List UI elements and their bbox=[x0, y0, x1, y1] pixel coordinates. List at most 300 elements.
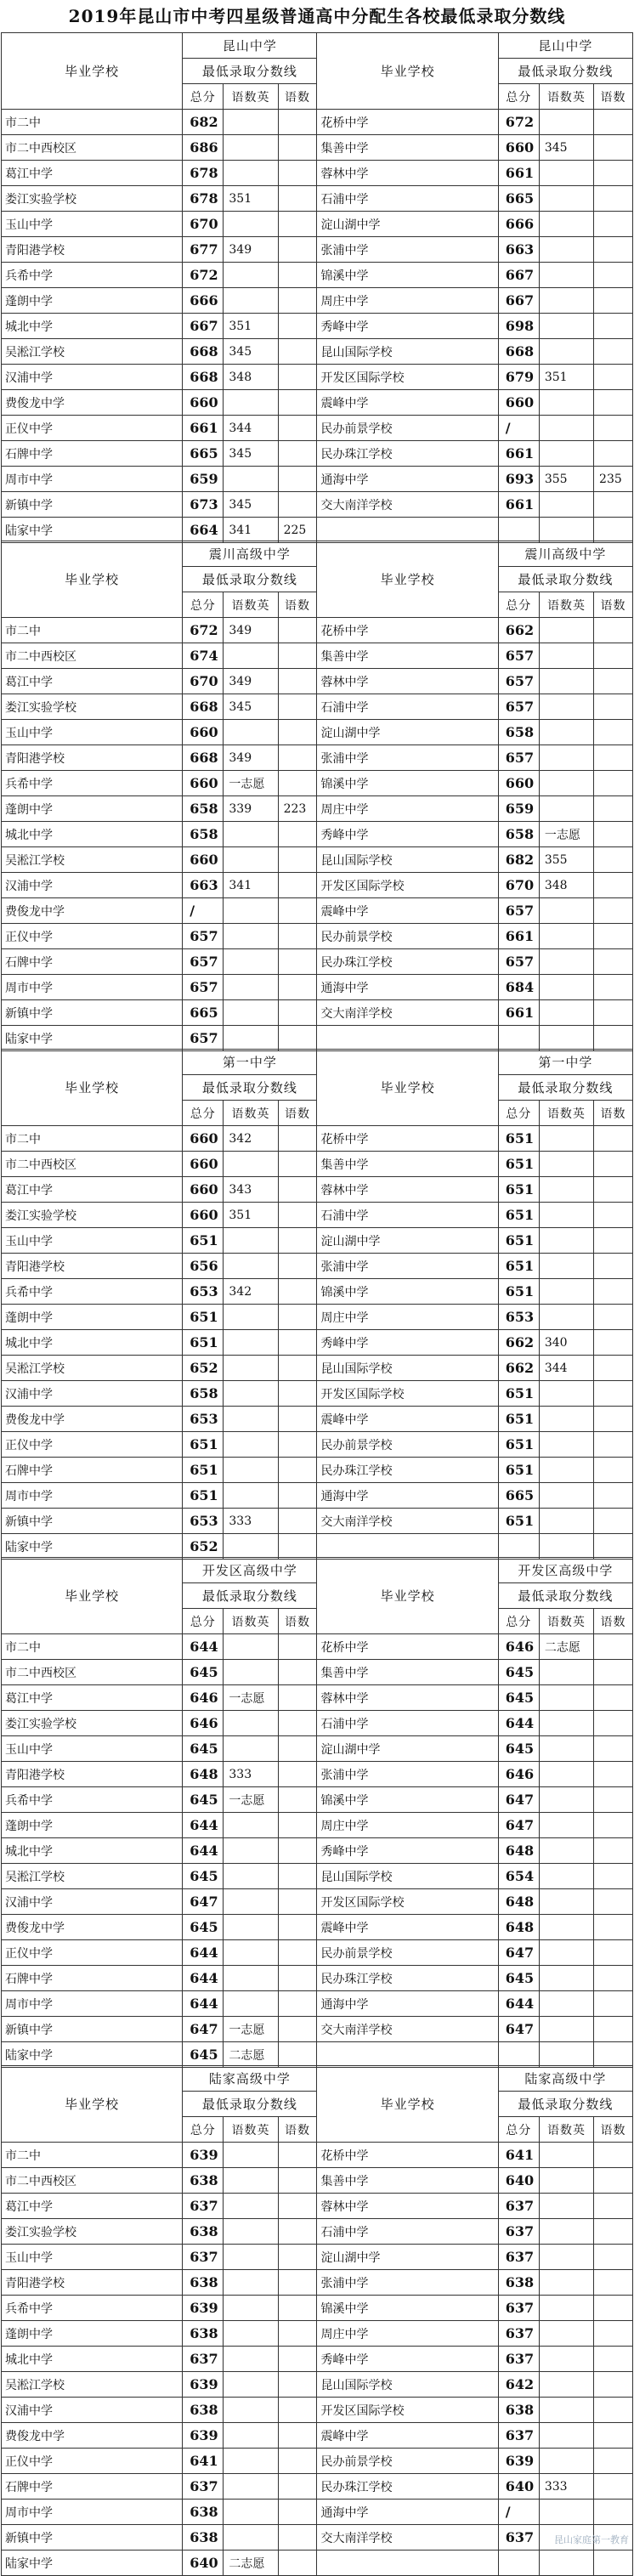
school-col-header: 毕业学校 bbox=[317, 541, 498, 618]
lang-score bbox=[278, 1432, 317, 1458]
lang-score bbox=[594, 2347, 633, 2372]
lang-score bbox=[278, 1813, 317, 1838]
lang-en-score bbox=[539, 1787, 593, 1813]
graduating-school: 集善中学 bbox=[317, 1152, 498, 1177]
header-row bbox=[2, 1050, 633, 1075]
lang-score bbox=[594, 1279, 633, 1305]
lang-en-score bbox=[224, 847, 278, 873]
lang-en-score bbox=[539, 1000, 593, 1026]
lang-en-score bbox=[539, 745, 593, 771]
lang-score bbox=[278, 1762, 317, 1787]
lang-score bbox=[278, 2270, 317, 2296]
table-row bbox=[2, 847, 633, 873]
lang-en-score bbox=[224, 1889, 278, 1915]
graduating-school: 市二中西校区 bbox=[2, 1152, 183, 1177]
lang-en-score bbox=[539, 1940, 593, 1966]
lang-en-score bbox=[539, 1509, 593, 1534]
lang-en-score bbox=[224, 1711, 278, 1736]
total-score: 661 bbox=[498, 492, 539, 518]
total-score: 638 bbox=[183, 2500, 224, 2525]
school-col-header: 毕业学校 bbox=[2, 541, 183, 618]
lang-score bbox=[594, 237, 633, 263]
total-score: 647 bbox=[183, 2017, 224, 2042]
lang-en-score bbox=[539, 1126, 593, 1152]
table-row bbox=[2, 2017, 633, 2042]
graduating-school: 花桥中学 bbox=[317, 1634, 498, 1660]
lang-score bbox=[278, 2168, 317, 2194]
lang-en-score bbox=[539, 390, 593, 416]
total-score: 657 bbox=[498, 643, 539, 669]
total-score: 651 bbox=[183, 1483, 224, 1509]
lang-en-score bbox=[539, 1381, 593, 1407]
total-score: 659 bbox=[498, 796, 539, 822]
lang-en-score bbox=[539, 2398, 593, 2423]
lang-score bbox=[594, 1915, 633, 1940]
total-score: 652 bbox=[183, 1534, 224, 1560]
graduating-school: 蓬朗中学 bbox=[2, 1813, 183, 1838]
lang-score bbox=[278, 1483, 317, 1509]
total-score: 658 bbox=[183, 1381, 224, 1407]
lang-en-score: 二志愿 bbox=[224, 2551, 278, 2576]
lang-score bbox=[278, 2042, 317, 2068]
graduating-school: 通海中学 bbox=[317, 2500, 498, 2525]
lang-en-score: 345 bbox=[539, 135, 593, 161]
total-score: 644 bbox=[498, 1711, 539, 1736]
lang-en-score bbox=[539, 2219, 593, 2245]
lang-score bbox=[594, 2296, 633, 2321]
total-score: 645 bbox=[183, 1787, 224, 1813]
graduating-school: 兵希中学 bbox=[2, 771, 183, 796]
table-row bbox=[2, 745, 633, 771]
lang-score bbox=[594, 2017, 633, 2042]
lang-score bbox=[594, 2423, 633, 2449]
graduating-school: 周庄中学 bbox=[317, 2321, 498, 2347]
lang-en-score: 349 bbox=[224, 669, 278, 694]
graduating-school: 石浦中学 bbox=[317, 2219, 498, 2245]
lang-en-score bbox=[224, 1228, 278, 1254]
total-score: 639 bbox=[183, 2423, 224, 2449]
total-score: 637 bbox=[498, 2194, 539, 2219]
min-line-header: 最低录取分数线 bbox=[183, 59, 317, 84]
graduating-school: 陆家中学 bbox=[2, 2042, 183, 2068]
total-header: 总分 bbox=[498, 1101, 539, 1126]
lang-en-score bbox=[539, 771, 593, 796]
lang-score bbox=[594, 1126, 633, 1152]
lang-en-score bbox=[539, 492, 593, 518]
graduating-school: 娄江实验学校 bbox=[2, 1711, 183, 1736]
lang-en-score: 一志愿 bbox=[224, 2017, 278, 2042]
total-header: 总分 bbox=[498, 592, 539, 618]
graduating-school: 陆家中学 bbox=[2, 2551, 183, 2576]
lang-score bbox=[594, 1152, 633, 1177]
total-score: 651 bbox=[498, 1254, 539, 1279]
graduating-school: 震峰中学 bbox=[317, 1915, 498, 1940]
lang-en-score: 355 bbox=[539, 467, 593, 492]
total-score: 645 bbox=[183, 1660, 224, 1685]
lang-score bbox=[594, 2245, 633, 2270]
table-row bbox=[2, 2551, 633, 2576]
lang-score bbox=[278, 2525, 317, 2551]
graduating-school: 吴淞江学校 bbox=[2, 2372, 183, 2398]
lang-score bbox=[594, 161, 633, 186]
graduating-school: 昆山国际学校 bbox=[317, 339, 498, 365]
lang-score bbox=[278, 1685, 317, 1711]
graduating-school: 城北中学 bbox=[2, 822, 183, 847]
lang-en-score bbox=[539, 2321, 593, 2347]
total-score: 644 bbox=[183, 1991, 224, 2017]
table-row bbox=[2, 2219, 633, 2245]
admitting-school-name: 震川高级中学 bbox=[498, 541, 632, 567]
lang-score bbox=[594, 1787, 633, 1813]
total-score: 670 bbox=[183, 669, 224, 694]
lang-en-score: 342 bbox=[224, 1126, 278, 1152]
lang-en-score bbox=[539, 2143, 593, 2168]
graduating-school: 正仪中学 bbox=[2, 1432, 183, 1458]
lang-en-score bbox=[224, 1330, 278, 1356]
lang-header: 语数 bbox=[278, 84, 317, 110]
total-score: 660 bbox=[498, 771, 539, 796]
lang-en-score bbox=[224, 467, 278, 492]
total-score: 637 bbox=[183, 2347, 224, 2372]
table-row bbox=[2, 1762, 633, 1787]
graduating-school: 蓉林中学 bbox=[317, 669, 498, 694]
table-row bbox=[2, 2194, 633, 2219]
graduating-school: 周庄中学 bbox=[317, 1305, 498, 1330]
lang-en-score bbox=[224, 643, 278, 669]
header-row bbox=[2, 541, 633, 567]
lang-score bbox=[594, 110, 633, 135]
lang-score bbox=[278, 288, 317, 314]
lang-en-score bbox=[539, 1177, 593, 1203]
graduating-school: 周庄中学 bbox=[317, 796, 498, 822]
lang-score bbox=[278, 2398, 317, 2423]
lang-header: 语数 bbox=[278, 592, 317, 618]
lang-en-score: 345 bbox=[224, 492, 278, 518]
table-row bbox=[2, 135, 633, 161]
lang-score: 225 bbox=[278, 518, 317, 543]
lang-score bbox=[278, 771, 317, 796]
lang-score bbox=[278, 847, 317, 873]
table-row bbox=[2, 1711, 633, 1736]
graduating-school: 蓉林中学 bbox=[317, 1685, 498, 1711]
lang-score bbox=[594, 2474, 633, 2500]
total-score: 646 bbox=[183, 1685, 224, 1711]
lang-score bbox=[278, 898, 317, 924]
graduating-school: 蓬朗中学 bbox=[2, 288, 183, 314]
lang-en-score bbox=[224, 1660, 278, 1685]
lang-en-score bbox=[539, 1254, 593, 1279]
lang-score bbox=[594, 1889, 633, 1915]
table-row bbox=[2, 2372, 633, 2398]
school-col-header: 毕业学校 bbox=[2, 33, 183, 110]
graduating-school: 民办珠江学校 bbox=[317, 949, 498, 975]
graduating-school: 锦溪中学 bbox=[317, 1279, 498, 1305]
lang-en-score bbox=[539, 339, 593, 365]
table-row bbox=[2, 1838, 633, 1864]
total-score: 684 bbox=[498, 975, 539, 1000]
lang-en-score bbox=[224, 1305, 278, 1330]
lang-en-score bbox=[539, 796, 593, 822]
lang-score bbox=[594, 2168, 633, 2194]
lang-score bbox=[278, 1787, 317, 1813]
school-col-header: 毕业学校 bbox=[317, 1558, 498, 1634]
graduating-school: 锦溪中学 bbox=[317, 2296, 498, 2321]
lang-score bbox=[594, 1330, 633, 1356]
school-col-header: 毕业学校 bbox=[317, 33, 498, 110]
lang-en-score bbox=[224, 1254, 278, 1279]
lang-en-score bbox=[224, 161, 278, 186]
lang-score bbox=[594, 1000, 633, 1026]
lang-score bbox=[594, 1203, 633, 1228]
lang-score bbox=[278, 618, 317, 643]
lang-score bbox=[278, 924, 317, 949]
table-row bbox=[2, 110, 633, 135]
lang-score bbox=[594, 720, 633, 745]
lang-en-score bbox=[539, 1685, 593, 1711]
total-score: 640 bbox=[183, 2551, 224, 2576]
graduating-school: 花桥中学 bbox=[317, 2143, 498, 2168]
lang-en-score bbox=[224, 2500, 278, 2525]
lang-en-score bbox=[539, 1407, 593, 1432]
lang-en-score bbox=[539, 694, 593, 720]
lang-score bbox=[278, 492, 317, 518]
total-score: 666 bbox=[183, 288, 224, 314]
graduating-school: 石牌中学 bbox=[2, 441, 183, 467]
table-row bbox=[2, 1330, 633, 1356]
min-line-header: 最低录取分数线 bbox=[498, 59, 632, 84]
lang-en-header: 语数英 bbox=[539, 592, 593, 618]
lang-score bbox=[278, 1634, 317, 1660]
graduating-school: 兵希中学 bbox=[2, 1787, 183, 1813]
total-score: 663 bbox=[498, 237, 539, 263]
total-score: 668 bbox=[183, 745, 224, 771]
graduating-school: 汉浦中学 bbox=[2, 2398, 183, 2423]
lang-en-score bbox=[224, 898, 278, 924]
lang-en-score bbox=[224, 1483, 278, 1509]
empty-cell bbox=[539, 2551, 593, 2576]
total-score: 647 bbox=[498, 2017, 539, 2042]
total-score: 672 bbox=[183, 263, 224, 288]
lang-score bbox=[278, 1864, 317, 1889]
table-row bbox=[2, 2423, 633, 2449]
graduating-school: 民办前景学校 bbox=[317, 2449, 498, 2474]
graduating-school: 玉山中学 bbox=[2, 720, 183, 745]
table-row bbox=[2, 1483, 633, 1509]
graduating-school: 秀峰中学 bbox=[317, 314, 498, 339]
total-score: 660 bbox=[183, 720, 224, 745]
lang-score bbox=[278, 1991, 317, 2017]
graduating-school: 市二中 bbox=[2, 1634, 183, 1660]
table-row bbox=[2, 161, 633, 186]
table-row bbox=[2, 467, 633, 492]
lang-en-score bbox=[224, 2449, 278, 2474]
total-score: 666 bbox=[498, 212, 539, 237]
lang-en-header: 语数英 bbox=[224, 2117, 278, 2143]
lang-score bbox=[278, 745, 317, 771]
total-score: 638 bbox=[183, 2219, 224, 2245]
lang-score bbox=[594, 2219, 633, 2245]
lang-score bbox=[278, 2474, 317, 2500]
lang-score bbox=[594, 2500, 633, 2525]
total-score: 652 bbox=[183, 1356, 224, 1381]
lang-score bbox=[278, 1254, 317, 1279]
total-score: 657 bbox=[183, 975, 224, 1000]
total-score: 686 bbox=[183, 135, 224, 161]
graduating-school: 锦溪中学 bbox=[317, 1787, 498, 1813]
table-row bbox=[2, 2474, 633, 2500]
total-score: 640 bbox=[498, 2474, 539, 2500]
table-row bbox=[2, 2321, 633, 2347]
graduating-school: 费俊龙中学 bbox=[2, 390, 183, 416]
lang-score bbox=[594, 1177, 633, 1203]
lang-en-score bbox=[224, 2474, 278, 2500]
table-row bbox=[2, 390, 633, 416]
lang-score bbox=[278, 822, 317, 847]
lang-score bbox=[594, 1838, 633, 1864]
lang-en-score bbox=[224, 135, 278, 161]
empty-cell bbox=[317, 2551, 498, 2576]
lang-en-score: 339 bbox=[224, 796, 278, 822]
table-row bbox=[2, 873, 633, 898]
graduating-school: 周庄中学 bbox=[317, 288, 498, 314]
graduating-school: 淀山湖中学 bbox=[317, 212, 498, 237]
total-score: 637 bbox=[498, 2423, 539, 2449]
total-score: 644 bbox=[183, 1634, 224, 1660]
lang-en-score bbox=[539, 1991, 593, 2017]
lang-score bbox=[594, 1940, 633, 1966]
graduating-school: 蓬朗中学 bbox=[2, 796, 183, 822]
lang-en-header: 语数英 bbox=[539, 84, 593, 110]
lang-en-header: 语数英 bbox=[224, 592, 278, 618]
lang-score bbox=[594, 1356, 633, 1381]
total-score: 678 bbox=[183, 186, 224, 212]
lang-score bbox=[278, 314, 317, 339]
graduating-school: 石牌中学 bbox=[2, 1458, 183, 1483]
table-row bbox=[2, 1787, 633, 1813]
graduating-school: 正仪中学 bbox=[2, 2449, 183, 2474]
table-row bbox=[2, 669, 633, 694]
lang-en-score bbox=[224, 390, 278, 416]
lang-en-score bbox=[539, 1432, 593, 1458]
min-line-header: 最低录取分数线 bbox=[183, 1075, 317, 1101]
lang-en-header: 语数英 bbox=[224, 1101, 278, 1126]
graduating-school: 娄江实验学校 bbox=[2, 1203, 183, 1228]
admitting-school-name: 昆山中学 bbox=[183, 33, 317, 59]
graduating-school: 费俊龙中学 bbox=[2, 2423, 183, 2449]
lang-en-score bbox=[539, 1711, 593, 1736]
total-score: 638 bbox=[183, 2270, 224, 2296]
table-row bbox=[2, 694, 633, 720]
lang-score bbox=[594, 263, 633, 288]
lang-en-score bbox=[224, 2296, 278, 2321]
lang-score bbox=[278, 1966, 317, 1991]
lang-en-score: 一志愿 bbox=[224, 771, 278, 796]
lang-score bbox=[278, 1534, 317, 1560]
table-row bbox=[2, 1026, 633, 1051]
total-score: 651 bbox=[183, 1458, 224, 1483]
empty-cell bbox=[498, 2551, 539, 2576]
lang-en-score: 349 bbox=[224, 745, 278, 771]
graduating-school: 开发区国际学校 bbox=[317, 1381, 498, 1407]
graduating-school: 兵希中学 bbox=[2, 2296, 183, 2321]
total-header: 总分 bbox=[183, 2117, 224, 2143]
lang-en-score bbox=[539, 720, 593, 745]
table-row bbox=[2, 771, 633, 796]
total-score: 648 bbox=[498, 1889, 539, 1915]
lang-score bbox=[278, 237, 317, 263]
graduating-school: 蓉林中学 bbox=[317, 2194, 498, 2219]
min-line-header: 最低录取分数线 bbox=[498, 1583, 632, 1609]
lang-score bbox=[278, 1228, 317, 1254]
school-col-header: 毕业学校 bbox=[2, 1558, 183, 1634]
total-score: 677 bbox=[183, 237, 224, 263]
lang-en-score bbox=[224, 2143, 278, 2168]
lang-en-score bbox=[539, 2372, 593, 2398]
lang-en-score bbox=[539, 1736, 593, 1762]
graduating-school: 民办前景学校 bbox=[317, 416, 498, 441]
graduating-school: 昆山国际学校 bbox=[317, 1864, 498, 1889]
graduating-school: 葛江中学 bbox=[2, 1177, 183, 1203]
graduating-school: 葛江中学 bbox=[2, 161, 183, 186]
total-score: 660 bbox=[183, 1177, 224, 1203]
table-row bbox=[2, 339, 633, 365]
lang-en-score: 342 bbox=[224, 1279, 278, 1305]
empty-cell bbox=[539, 518, 593, 543]
graduating-school: 民办珠江学校 bbox=[317, 441, 498, 467]
lang-score bbox=[594, 694, 633, 720]
lang-en-score bbox=[224, 1432, 278, 1458]
lang-en-score bbox=[539, 2245, 593, 2270]
lang-en-score: 333 bbox=[224, 1762, 278, 1787]
score-table bbox=[1, 32, 633, 543]
lang-score bbox=[594, 2270, 633, 2296]
lang-en-score bbox=[224, 1534, 278, 1560]
lang-score bbox=[278, 1838, 317, 1864]
lang-en-score bbox=[539, 110, 593, 135]
graduating-school: 蓉林中学 bbox=[317, 161, 498, 186]
total-score: 654 bbox=[498, 1864, 539, 1889]
lang-en-score bbox=[224, 1736, 278, 1762]
table-row bbox=[2, 898, 633, 924]
lang-en-score: 345 bbox=[224, 339, 278, 365]
total-score: 646 bbox=[183, 1711, 224, 1736]
empty-cell bbox=[317, 1026, 498, 1051]
lang-score bbox=[278, 975, 317, 1000]
empty-cell bbox=[594, 1534, 633, 1560]
lang-score bbox=[278, 2296, 317, 2321]
graduating-school: 周市中学 bbox=[2, 1483, 183, 1509]
total-score: 651 bbox=[183, 1330, 224, 1356]
lang-en-score: 349 bbox=[224, 237, 278, 263]
total-score: 646 bbox=[498, 1634, 539, 1660]
lang-score bbox=[278, 1126, 317, 1152]
lang-score bbox=[594, 212, 633, 237]
graduating-school: 市二中 bbox=[2, 2143, 183, 2168]
lang-score bbox=[594, 643, 633, 669]
score-table bbox=[1, 541, 633, 1051]
total-score: 670 bbox=[183, 212, 224, 237]
graduating-school: 青阳港学校 bbox=[2, 237, 183, 263]
graduating-school: 陆家中学 bbox=[2, 1534, 183, 1560]
lang-header: 语数 bbox=[594, 1609, 633, 1634]
lang-header: 语数 bbox=[594, 84, 633, 110]
graduating-school: 开发区国际学校 bbox=[317, 365, 498, 390]
admitting-school-name: 陆家高级中学 bbox=[183, 2066, 317, 2092]
graduating-school: 花桥中学 bbox=[317, 1126, 498, 1152]
total-header: 总分 bbox=[183, 592, 224, 618]
lang-score bbox=[594, 1762, 633, 1787]
lang-score bbox=[278, 873, 317, 898]
